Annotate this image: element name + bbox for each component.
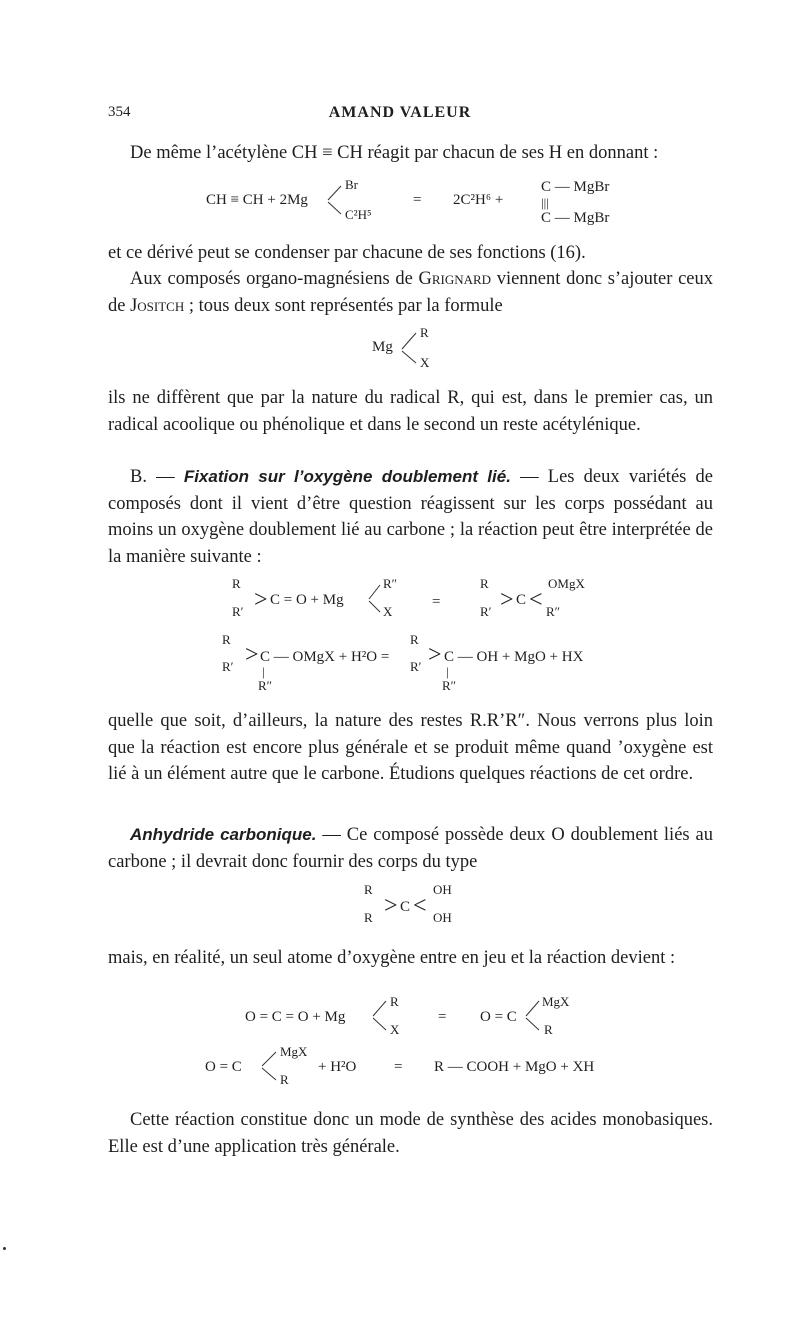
formula-term: = — [432, 594, 441, 610]
formula-term: R — [390, 994, 399, 1009]
formula-term: = — [438, 1009, 447, 1025]
formula-term: O = C — [205, 1059, 242, 1075]
formula-term: = — [394, 1059, 403, 1075]
text-run: — Les deux variétés de composés dont il vient d’être question réagissent sur les corps possédant au moins un oxygène doublement lié au carbone ; la réaction peut être interprétée de la manière suivante : — [108, 467, 713, 567]
paragraph-condensation: et ce dérivé peut se condenser par chacune de ses fonctions (16). — [108, 243, 586, 263]
formula-term: O = C — [480, 1009, 517, 1025]
page-number: 354 — [108, 104, 131, 120]
stray-ink-mark — [3, 1247, 6, 1250]
formula-term: R — [232, 576, 241, 591]
formula-term: MgX — [542, 994, 570, 1009]
formula-term: R′ — [480, 604, 492, 619]
formula-term: ||| — [541, 195, 549, 210]
bond-line — [369, 601, 380, 612]
bond-line — [526, 1018, 539, 1030]
formula-term: C — MgBr — [541, 179, 610, 195]
formula-term: R″ — [546, 604, 561, 619]
bond-line — [328, 202, 341, 214]
formula-term: C²H⁵ — [345, 207, 372, 222]
bond-angle: > — [428, 642, 442, 668]
formula-term: R — [410, 632, 419, 647]
paragraph-acetylene: De même l’acétylène CH ≡ CH réagit par chacun de ses H en donnant : — [130, 143, 659, 163]
formula-term: OH — [433, 910, 452, 925]
name-grignard: Grignard — [418, 269, 492, 289]
formula-term: O = C = O + Mg — [245, 1009, 346, 1025]
bond-line — [369, 585, 380, 599]
running-head: AMAND VALEUR — [328, 104, 472, 121]
paragraph-grignard-jositch — [108, 266, 713, 319]
bond-line — [262, 1052, 276, 1066]
formula-term: C — MgBr — [541, 210, 610, 226]
formula-term: R — [364, 882, 373, 897]
formula-term: MgX — [280, 1044, 308, 1059]
formula-term: R″ — [442, 678, 457, 693]
formula-term: | — [262, 664, 265, 679]
formula-term: C — [516, 592, 527, 608]
bond-line — [328, 186, 341, 200]
paragraph-fixation — [108, 464, 713, 570]
text-run: viennent donc s’ajouter ceux de — [108, 269, 714, 316]
formula-term: R″ — [383, 576, 398, 591]
formula-term: | — [446, 664, 449, 679]
paragraph-anhydride — [108, 822, 713, 875]
bond-line — [402, 333, 416, 349]
formula-term: R — [222, 632, 231, 647]
name-jositch: Jositch — [130, 295, 185, 316]
section-heading-fixation: Fixation sur l’oxygène doublement lié. — [183, 467, 511, 486]
formula-term: X — [420, 355, 430, 370]
formula-term: C — OMgX + H²O = — [260, 649, 390, 665]
text-run: — Ce composé possède deux O doublement liés au carbone ; il devrait donc fournir des corps du type — [108, 825, 713, 872]
formula-term: C — OH + MgO + HX — [444, 649, 584, 665]
formula-term: R — [364, 910, 373, 925]
formula-term: X — [390, 1022, 400, 1037]
bond-line — [402, 351, 416, 363]
formula-term: CH ≡ CH + 2Mg — [206, 192, 308, 208]
formula-term: R″ — [258, 678, 273, 693]
text-run: ; tous deux sont représentés par la formule — [184, 295, 503, 316]
formula-term: 2C²H⁶ + — [453, 192, 504, 208]
bond-line — [262, 1068, 276, 1080]
formula-term: C = O + Mg — [270, 592, 344, 608]
formula-term: R′ — [222, 659, 234, 674]
formula-term: R — [420, 325, 429, 340]
text-run: B. — — [130, 467, 184, 487]
formula-term: R — [544, 1022, 553, 1037]
paragraph-radical: ils ne diffèrent que par la nature du radical R, qui est, dans le premier cas, un radical acoolique ou phénolique et dans le second un reste acétylénique. — [108, 388, 713, 435]
formula-term: Br — [345, 177, 358, 192]
formula-term: R — COOH + MgO + XH — [434, 1059, 595, 1075]
formula-term: R′ — [232, 604, 244, 619]
paragraph-reality: mais, en réalité, un seul atome d’oxygène entre en jeu et la réaction devient : — [108, 948, 676, 968]
formula-term: OH — [433, 882, 452, 897]
formula-term: Mg — [372, 339, 393, 355]
text-run: Aux composés organo-magnésiens de — [130, 269, 419, 289]
paragraph-conclusion: Cette réaction constitue donc un mode de synthèse des acides monobasiques. Elle est d’une application très générale. — [108, 1110, 713, 1157]
bond-angle: > — [245, 642, 259, 668]
formula-term: OMgX — [548, 576, 585, 591]
formula-term: R — [280, 1072, 289, 1087]
bond-line — [373, 1018, 386, 1030]
bond-angle: < — [529, 587, 543, 613]
paragraph-generality: quelle que soit, d’ailleurs, la nature des restes R.R’R″. Nous verrons plus loin que la réaction est encore plus générale et se produit même quand ’oxygène est lié à un élément autre que le carbone. Étudions quelques réactions de cet ordre. — [108, 711, 713, 784]
formula-term: = — [413, 192, 422, 208]
formula-term: + H²O — [318, 1059, 357, 1075]
bond-line — [373, 1001, 386, 1016]
bond-angle: > — [500, 587, 514, 613]
bond-angle: < — [413, 893, 427, 919]
formula-term: X — [383, 604, 393, 619]
section-heading-anhydride: Anhydride carbonique. — [130, 825, 317, 844]
bond-line — [526, 1001, 539, 1016]
formula-term: C — [400, 899, 411, 915]
bond-angle: > — [254, 587, 268, 613]
bond-angle: > — [384, 893, 398, 919]
formula-term: R — [480, 576, 489, 591]
formula-term: R′ — [410, 659, 422, 674]
